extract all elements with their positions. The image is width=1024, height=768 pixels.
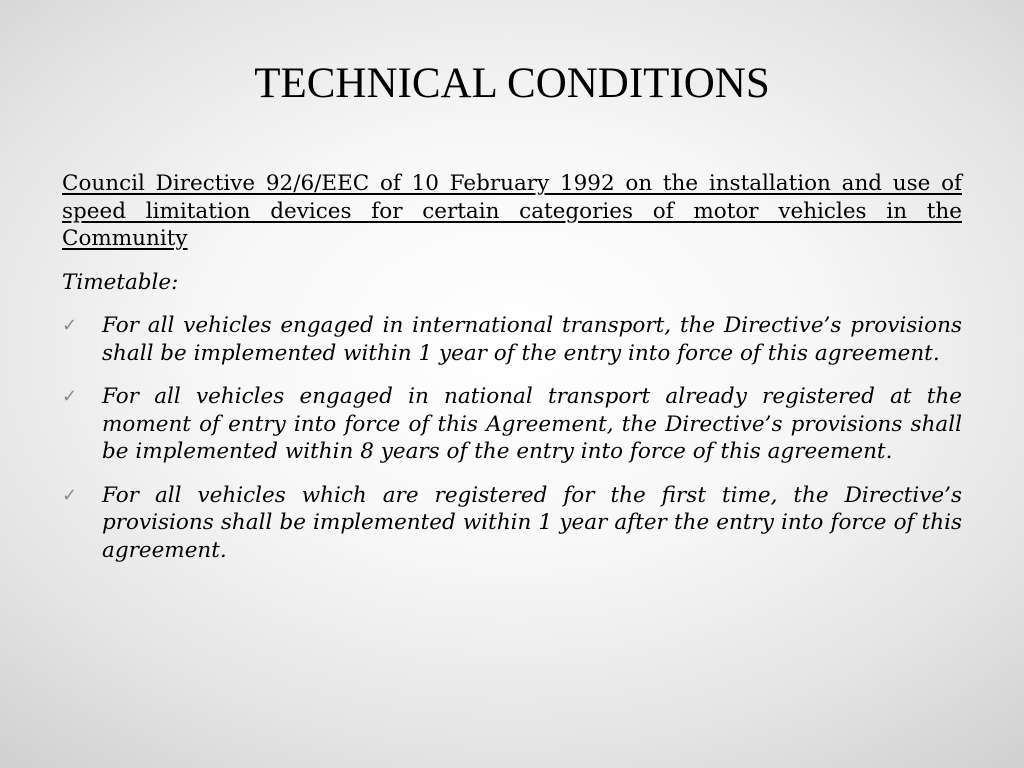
list-item bbox=[62, 482, 962, 565]
checkmark-icon: ✓ bbox=[62, 315, 78, 336]
list-item-text: For all vehicles engaged in international transport, the Directive’s provisions shall be implemented within 1 year of the entry into force of this agreement. bbox=[102, 313, 962, 366]
directive-reference: Council Directive 92/6/EEC of 10 February 1992 on the installation and use of speed limitation devices for certain categories of motor vehicles in the Community bbox=[62, 171, 962, 251]
slide-content bbox=[62, 170, 962, 580]
checkmark-icon: ✓ bbox=[62, 484, 78, 506]
timetable-list bbox=[62, 312, 962, 564]
list-item bbox=[62, 383, 962, 466]
list-item-text: For all vehicles which are registered for the first time, the Directive’s provisions shall be implemented within 1 year after the entry into force of this agreement. bbox=[102, 482, 962, 563]
list-item bbox=[62, 312, 962, 367]
checkmark-icon: ✓ bbox=[62, 386, 78, 407]
list-item-text: For all vehicles engaged in national transport already registered at the moment of entry into force of this Agreement, the Directive’s provisions shall be implemented within 8 years of the entry into force of this agreement. bbox=[102, 384, 962, 464]
timetable-label: Timetable: bbox=[62, 269, 179, 295]
slide-title: TECHNICAL CONDITIONS bbox=[254, 60, 770, 107]
